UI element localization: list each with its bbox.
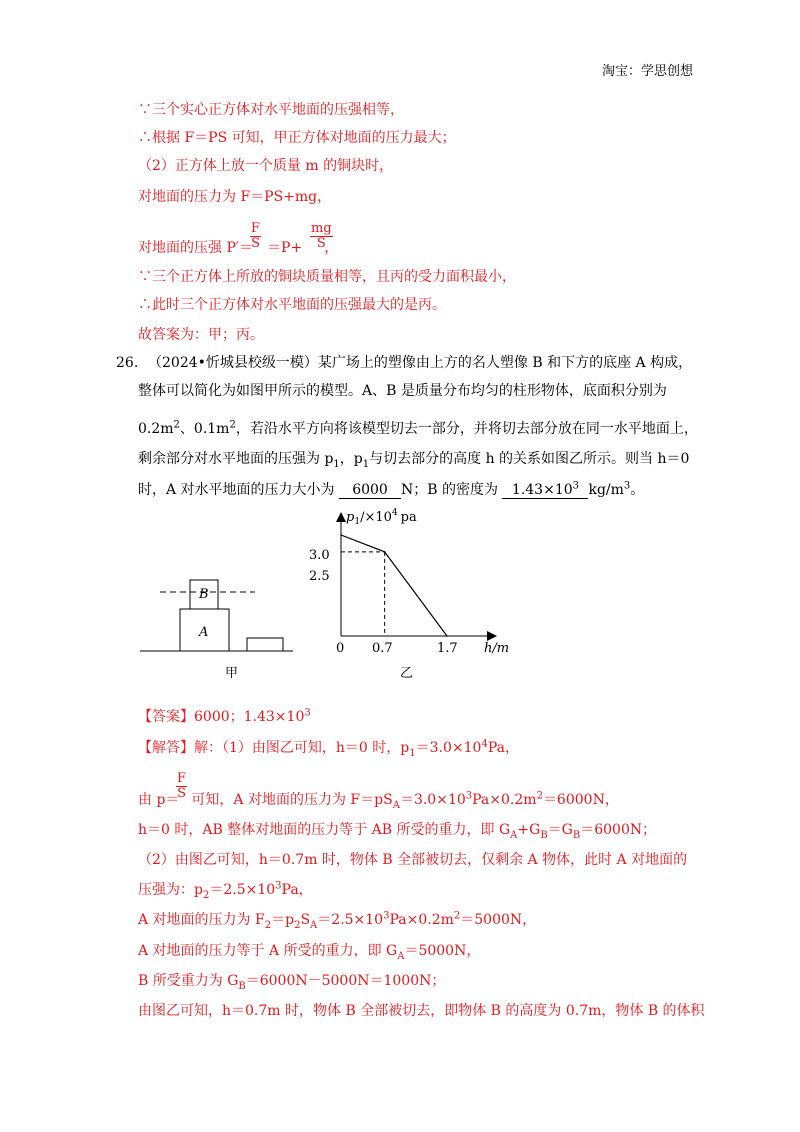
label-b: B xyxy=(199,587,209,602)
data-point xyxy=(340,534,342,536)
pressure-comma: ， xyxy=(324,240,339,256)
prev-line-8: 故答案为：甲；丙。 xyxy=(138,327,264,343)
prev-line-7: ∴此时三个正方体对水平地面的压强最大的是丙。 xyxy=(138,297,446,313)
prev-line-3: （2）正方体上放一个质量 m 的铜块时， xyxy=(138,158,394,174)
caption-jia: 甲 xyxy=(225,666,239,681)
answer-line: 【答案】6000；$1.43\times 10^3$ xyxy=(138,707,311,725)
prev-line-6: ∵三个正方体上所放的铜块质量相等，且丙的受力面积最小， xyxy=(138,269,516,285)
caption-yi: 乙 xyxy=(400,666,414,681)
ytick-2-5: 2.5 xyxy=(309,569,330,584)
question-number: 26. xyxy=(116,355,139,371)
solution-line-2: 由 p＝ 可知，A 对地面的压力为 $F=pS_A=3.0\times 10^3Pa\times 0.2m^2=6000N$， xyxy=(138,790,619,811)
xtick-1-7: 1.7 xyxy=(437,641,458,656)
figure-yi xyxy=(309,508,509,681)
question-line-1: （2024•忻城县校级一模）某广场上的塑像由上方的名人塑像 B 和下方的底座 A 构成， xyxy=(148,355,693,371)
ytick-3-0: 3.0 xyxy=(309,548,330,563)
pressure-plus: ＝P+ xyxy=(267,240,303,256)
answer-blank-1: 6000 xyxy=(339,482,401,499)
xtick-0: 0 xyxy=(336,641,345,656)
prev-line-4: 对地面的压力为 F＝PS+mg， xyxy=(138,189,332,205)
solution-line-4: （2）由图乙可知，h＝0.7m 时，物体 B 全部被切去，仅剩余 A 物体，此时 A 对地面的 xyxy=(138,852,688,868)
solution-line-9: 由图乙可知，h＝0.7m 时，物体 B 全部被切去，即物体 B 的高度为 0.7m，物体 B 的体积 xyxy=(138,1003,705,1019)
y-axis-label: $p_1/\times 10^4$ pa xyxy=(346,508,417,527)
solution-line-8: B 所受重力为 $G_B=6000N-5000N=1000N$； xyxy=(138,973,446,992)
data-point xyxy=(446,635,448,637)
figure-svg xyxy=(0,500,800,700)
pressure-label: 对地面的压强 P′＝ xyxy=(138,240,254,256)
question-line-4: 剩余部分对水平地面的压强为 $p_1$，$p_1$与切去部分的高度 h 的关系如图乙所示。则当 h＝0 xyxy=(138,451,690,470)
y-axis-arrow xyxy=(336,512,346,522)
fraction-f-over-s: $\frac{F}{S}$ xyxy=(251,221,261,251)
solution-tag: 【解答】 xyxy=(138,740,194,756)
prev-line-2: ∴根据 F＝PS 可知，甲正方体对地面的压力最大； xyxy=(138,130,456,146)
solution-line-5: 压强为：$p_2=2.5\times 10^3Pa$， xyxy=(138,880,313,901)
cut-piece xyxy=(247,638,283,651)
xtick-0-7: 0.7 xyxy=(372,641,393,656)
solution-line-1: 【解答】解：（1）由图乙可知，h＝0 时，$p_1=3.0\times 10^4Pa$， xyxy=(138,738,519,759)
solution-line-7: A 对地面的压力等于 A 所受的重力，即 $G_A=5000N$， xyxy=(138,943,481,962)
data-point xyxy=(384,551,386,553)
figure-jia xyxy=(140,580,293,681)
x-axis-arrow xyxy=(487,631,497,641)
answer-tag: 【答案】 xyxy=(138,709,194,725)
chart-marks xyxy=(340,534,448,637)
solution-line-6: A 对地面的压力为 $F_2=p_2S_A=2.5\times 10^3Pa\times 0.2m^2=5000N$， xyxy=(138,910,537,931)
question-line-5: 时，A 对水平地面的压力大小为 6000 N；B 的密度为 $1.43\times 10^3$ $kg/m^3$。 xyxy=(138,480,645,498)
prev-line-5 xyxy=(138,238,338,258)
label-a: A xyxy=(199,625,209,640)
x-axis-label: h/m xyxy=(484,641,510,656)
question-line-2: 整体可以简化为如图甲所示的模型。A、B 是质量分布均匀的柱形物体，底面积分别为 xyxy=(138,383,667,399)
prev-line-1: ∵三个实心正方体对水平地面的压强相等， xyxy=(138,102,404,118)
fraction-p-f-over-s: $\frac{F}{S}$ xyxy=(177,771,187,801)
question-line-3: $0.2m^2$、$0.1m^2$，若沿水平方向将该模型切去一部分，并将切去部分放在同一水平地面上， xyxy=(138,419,698,437)
shop-header: 淘宝：学思创想 xyxy=(601,64,693,79)
series-line xyxy=(341,535,447,636)
fraction-mg-over-s: $\frac{mg}{S}$ xyxy=(311,221,332,251)
answer-blank-2: $1.43\times 10^3$ xyxy=(502,482,588,499)
solution-line-3: h＝0 时，AB 整体对地面的压力等于 AB 所受的重力，即 $G_A+G_B=G_B=6000N$； xyxy=(138,822,657,841)
